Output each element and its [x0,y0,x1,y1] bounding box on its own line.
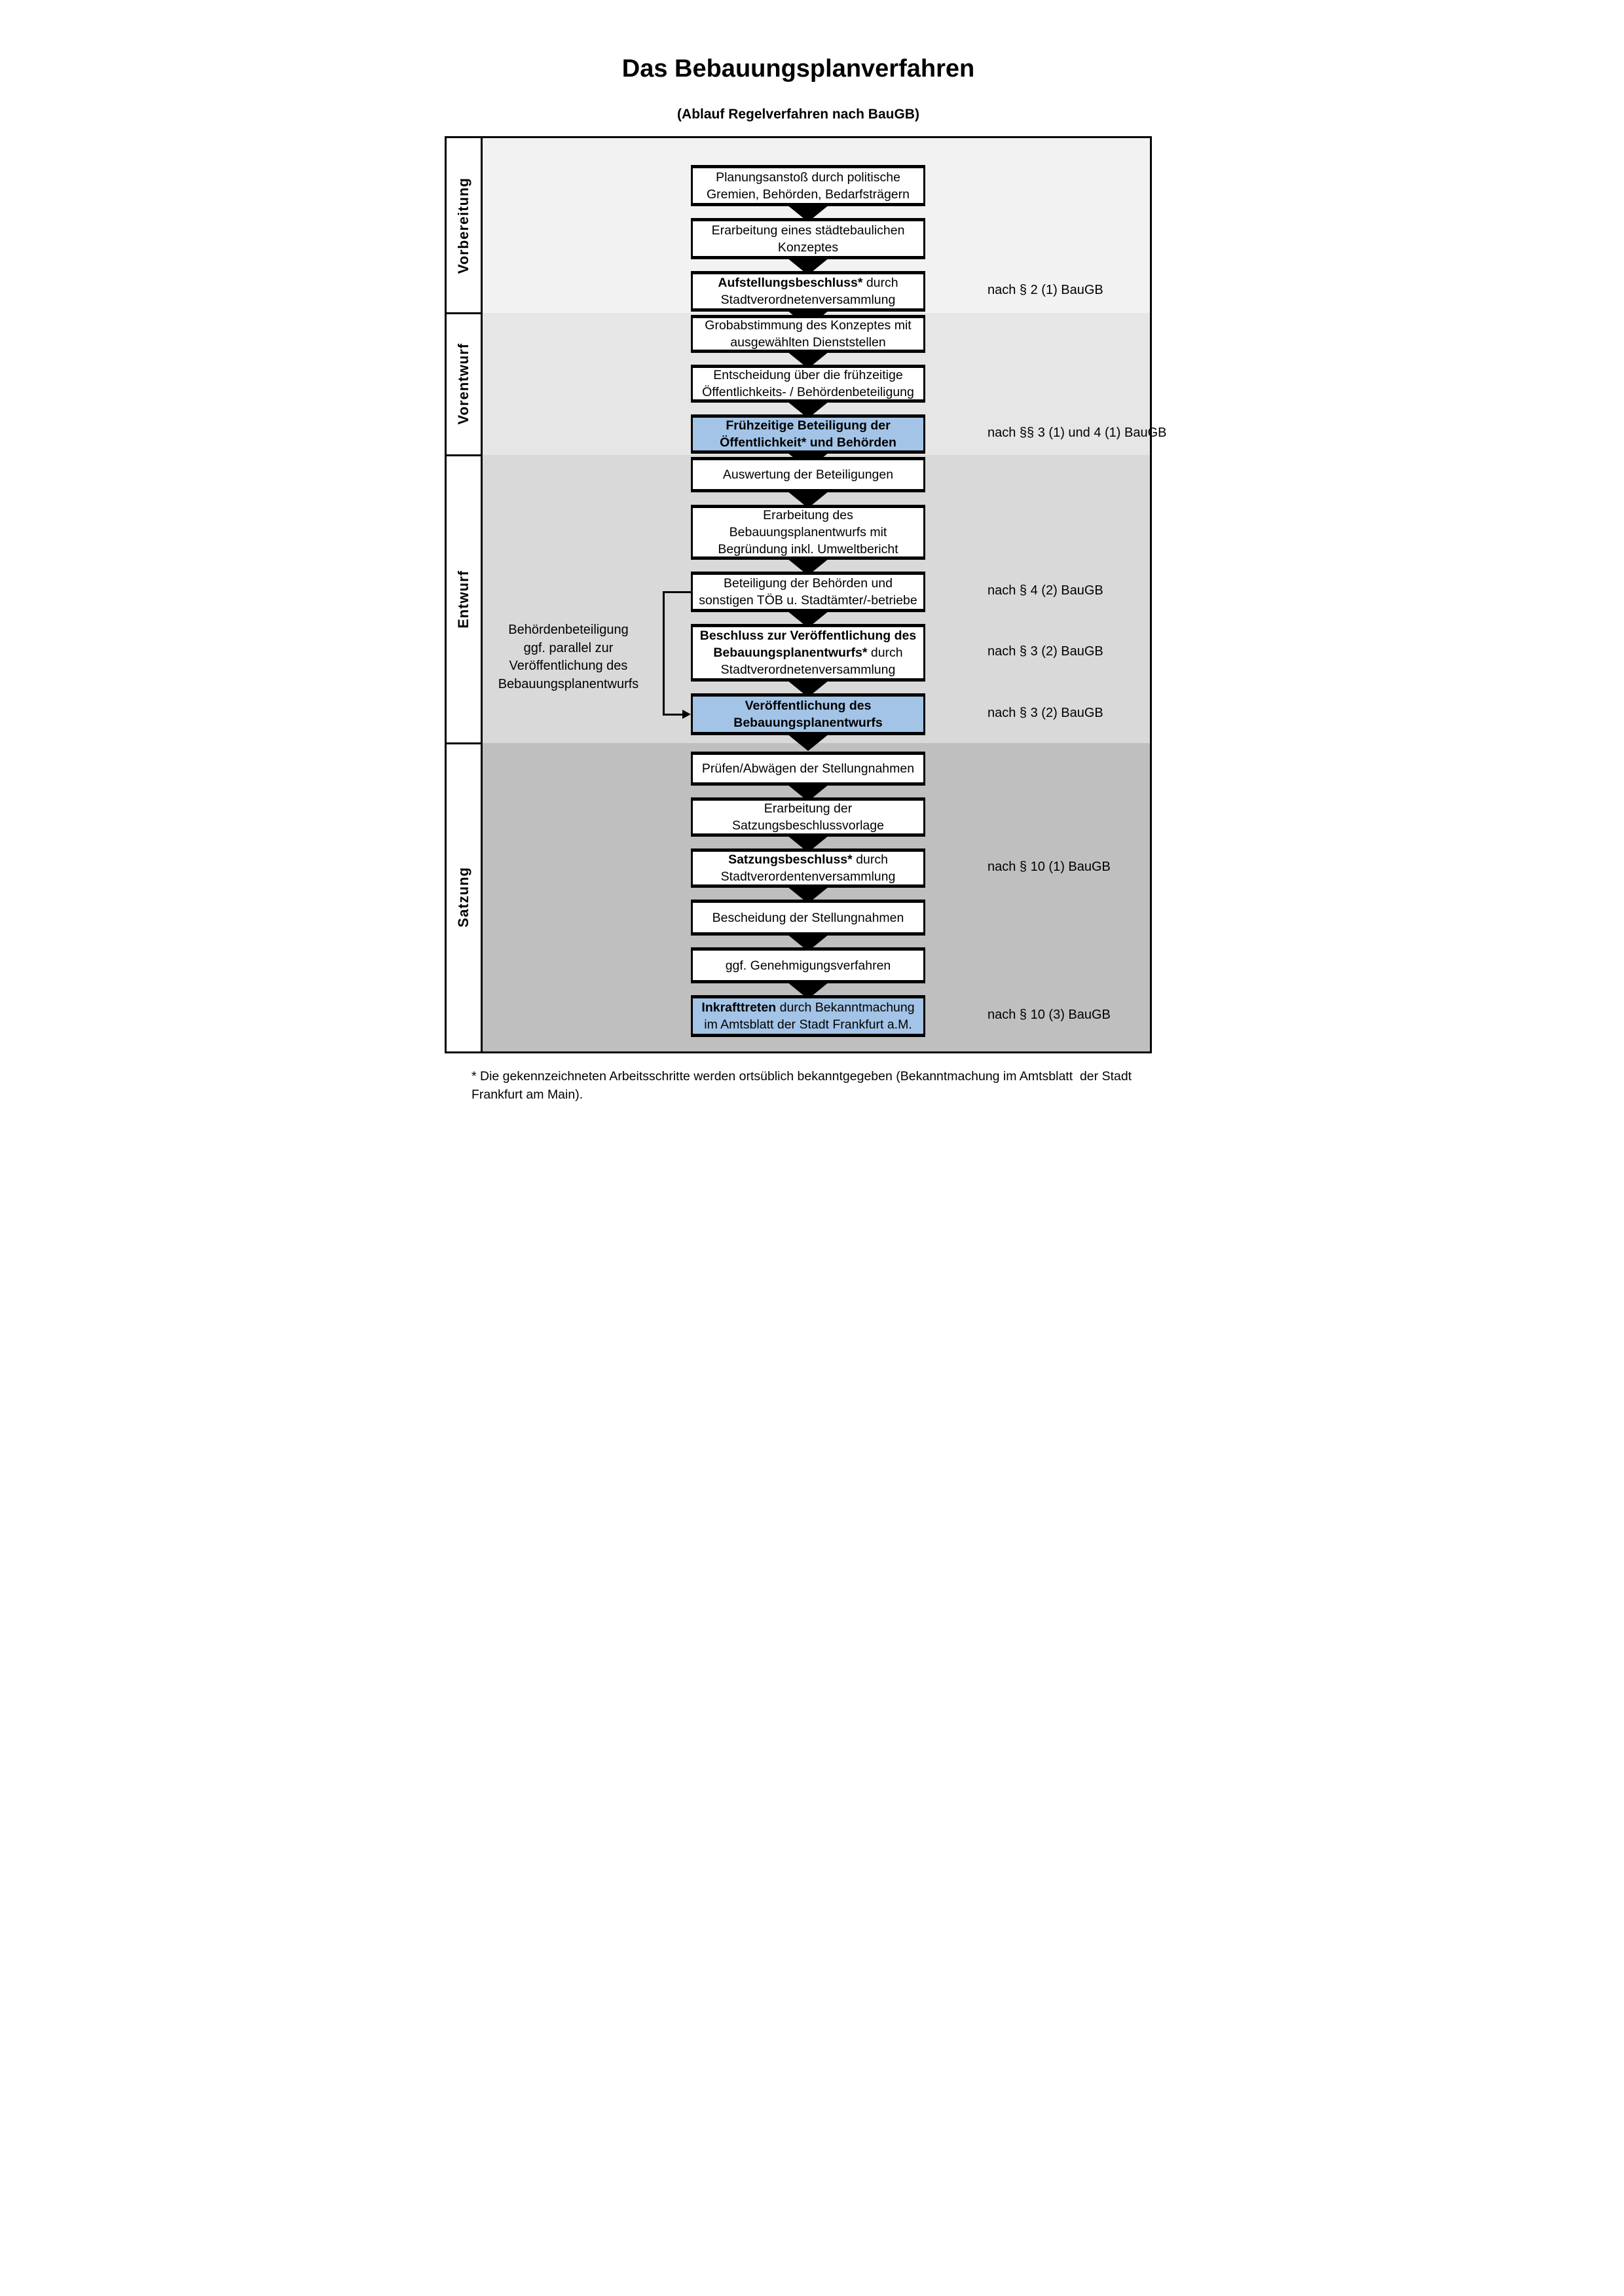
side-note-line: Veröffentlichung des [509,659,628,673]
step-text-line [723,466,893,483]
step-text-line [733,714,883,731]
step-text-segment: Frühzeitige Beteiligung der [726,418,891,433]
step-text-segment: Erarbeitung des [763,508,853,522]
flow-step-box [691,624,925,682]
side-note-line: Behördenbeteiligung [508,623,629,637]
phase-cell-vorbereitung [447,138,481,313]
step-text-line [718,541,898,558]
step-text-line [701,999,914,1016]
step-text-line [700,627,917,644]
step-text-segment: durch [862,276,898,290]
step-text-segment: sonstigen TÖB u. Stadtämter/-betriebe [699,593,917,608]
step-text-segment: Grobabstimmung des Konzeptes mit [705,318,912,333]
flow-step-box [691,848,925,888]
phase-label: Vorentwurf [455,343,471,425]
step-text-line [721,661,896,678]
step-text-segment: im Amtsblatt der Stadt Frankfurt a.M. [704,1017,912,1032]
step-text-line [702,760,914,777]
step-text-segment: Bebauungsplanentwurfs mit [729,525,887,539]
step-text-segment: Beschluss zur Veröffentlichung des [699,629,917,643]
step-text-line [724,575,893,592]
side-note-line: ggf. parallel zur [523,640,614,655]
step-text-segment: Planungsanstoß durch politische [716,170,900,185]
step-text-line [726,957,891,974]
phase-label: Entwurf [455,570,471,629]
step-text-segment: Öffentlichkeit* und Behörden [720,435,896,450]
footnote-line: * Die gekennzeichneten Arbeitsschritte werden ortsüblich bekanntgegeben (Bekanntmachung im Amtsblatt der Stadt [471,1069,1132,1084]
step-text-line [726,417,890,434]
flow-step-box-highlighted [691,995,925,1037]
flow-step-box [691,947,925,983]
step-text-segment: Bebauungsplanentwurfs [733,716,883,730]
step-text-line [699,592,917,609]
step-text-segment: Öffentlichkeits- / Behördenbeteiligung [702,385,914,399]
flow-step-box [691,797,925,837]
phase-label: Vorbereitung [455,177,471,274]
footnote-line: Frankfurt am Main). [471,1087,583,1102]
step-text-segment: durch [867,646,903,660]
flow-step-box [691,900,925,936]
step-text-segment: Auswertung der Beteiligungen [722,467,894,482]
connector-stub-line [663,591,691,593]
step-text-segment: Stadtverordentenversammlung [720,869,896,884]
step-text-line [764,800,852,817]
diagram-canvas [447,138,1167,1051]
step-text-line [720,434,896,451]
step-text-line [763,507,853,524]
flow-step-box [691,165,925,206]
flow-step-box [691,572,925,612]
legal-note: nach § 10 (3) BauGB [987,1008,1111,1022]
step-text-line [713,644,902,661]
step-text-line [728,851,888,868]
footnote [471,1067,1189,1104]
step-text-line [707,186,910,203]
step-text-line [730,334,885,351]
step-text-line [729,524,887,541]
step-text-segment: Bebauungsplanentwurfs* [713,646,868,660]
flow-arrow [787,734,829,751]
step-text-line [713,367,902,384]
step-text-line [718,274,898,291]
phase-cell-vorentwurf [447,313,481,455]
step-text-segment: Konzeptes [777,240,839,255]
step-text-segment: ausgewählten Dienststellen [730,335,886,350]
step-text-line [716,169,900,186]
step-text-segment: Satzungsbeschluss* [728,852,853,867]
legal-note: nach § 3 (2) BauGB [987,644,1103,659]
step-text-segment: durch Bekanntmachung [776,1000,915,1015]
step-text-segment: Beteiligung der Behörden und [723,576,893,591]
step-text-segment: Gremien, Behörden, Bedarfsträgern [706,187,910,202]
flow-step-box [691,752,925,786]
flow-step-box [691,365,925,403]
page [406,0,1218,1148]
connector-arrowhead-icon [682,710,691,719]
phase-label: Satzung [455,867,471,928]
page-subtitle: (Ablauf Regelverfahren nach BauGB) [677,107,919,122]
phase-cell-satzung [447,743,481,1051]
step-text-segment: durch [852,852,888,867]
step-text-segment: Begründung inkl. Umweltbericht [718,542,898,556]
step-text-segment: Entscheidung über die frühzeitige [713,368,903,382]
legal-note: nach §§ 3 (1) und 4 (1) BauGB [987,426,1167,440]
step-text-segment: Inkrafttreten [701,1000,777,1015]
legal-note: nach § 4 (2) BauGB [987,583,1103,598]
step-text-line [745,697,872,714]
connector-arrow-line [663,714,683,716]
side-note-line: Bebauungsplanentwurfs [498,676,639,691]
step-text-line [704,1016,912,1033]
flow-step-box [691,271,925,312]
legal-note: nach § 3 (2) BauGB [987,706,1103,720]
step-text-line [721,291,896,308]
step-text-segment: ggf. Genehmigungsverfahren [725,958,891,973]
step-text-line [712,222,905,239]
step-text-segment: Bescheidung der Stellungnahmen [712,910,904,925]
step-text-line [712,909,904,926]
step-text-segment: Stadtverordnetenversammlung [720,663,896,677]
step-text-segment: Prüfen/Abwägen der Stellungnahmen [701,761,915,776]
step-text-line [705,317,911,334]
legal-note: nach § 2 (1) BauGB [987,283,1103,297]
step-text-segment: Aufstellungsbeschluss* [718,276,863,290]
step-text-line [702,384,914,401]
flow-step-box [691,457,925,492]
side-note [470,621,667,693]
step-text-line [778,239,838,256]
step-text-segment: Veröffentlichung des [745,699,872,713]
phase-cell-entwurf [447,455,481,743]
step-text-segment: Erarbeitung eines städtebaulichen [711,223,905,238]
flow-step-box [691,315,925,353]
flow-step-box [691,218,925,259]
step-text-segment: Satzungsbeschlussvorlage [732,818,884,833]
step-text-line [721,868,896,885]
legal-note: nach § 10 (1) BauGB [987,860,1111,874]
page-title: Das Bebauungsplanverfahren [621,55,975,82]
diagram-frame [445,136,1167,1053]
step-text-segment: Stadtverordnetenversammlung [720,293,896,307]
flow-step-box-highlighted [691,693,925,735]
flow-step-box-highlighted [691,414,925,454]
flow-step-box [691,505,925,560]
step-text-segment: Erarbeitung der [764,801,853,816]
step-text-line [732,817,884,834]
